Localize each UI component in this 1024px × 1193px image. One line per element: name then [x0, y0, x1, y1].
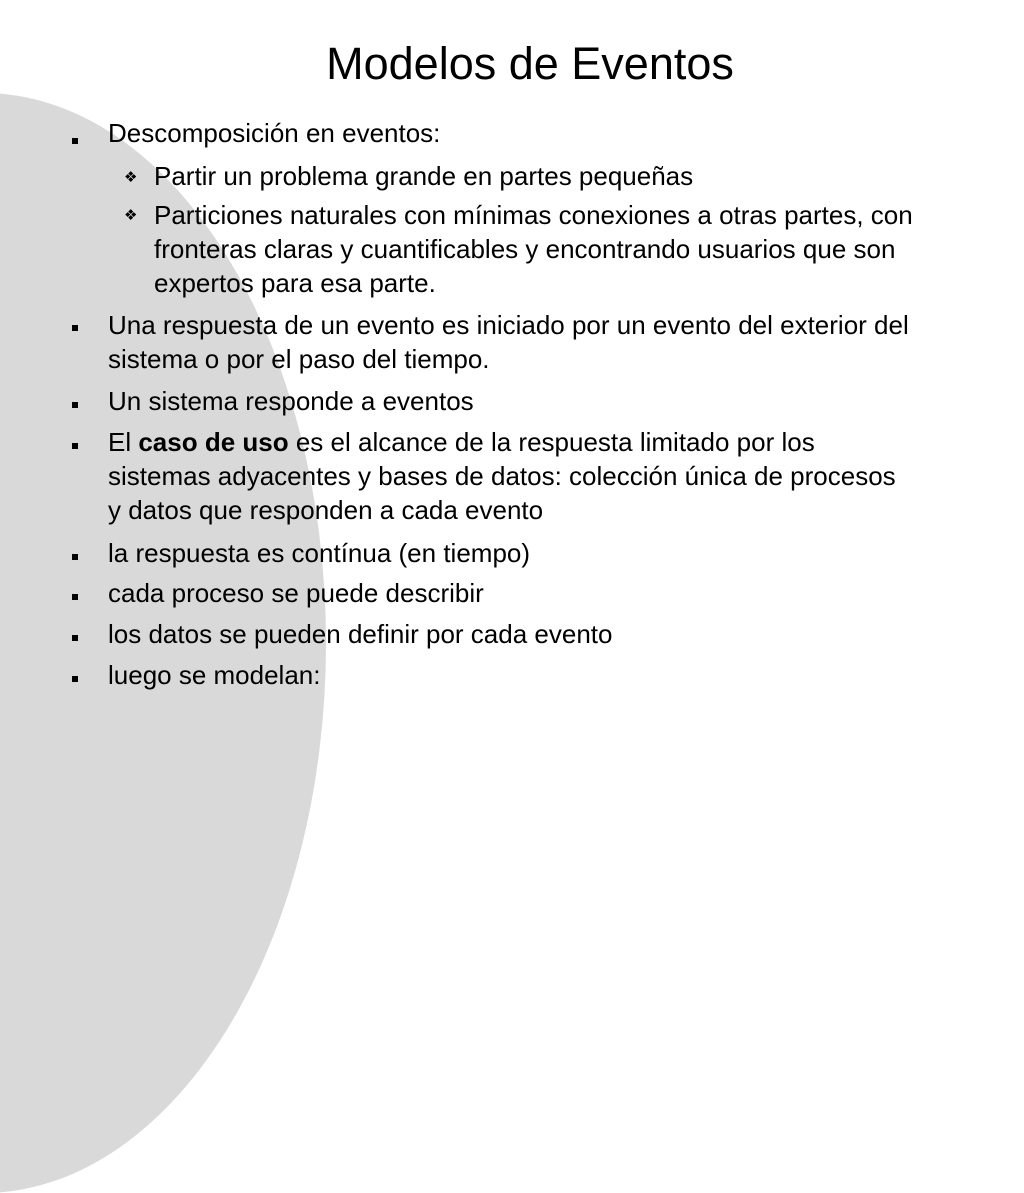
bullet-text: cada proceso se puede describir	[108, 578, 484, 608]
bullet-text-line	[108, 425, 998, 459]
bold-term: caso de uso	[138, 427, 289, 457]
sub-bullet-item	[154, 159, 1004, 193]
bullet-text: la respuesta es contínua (en tiempo)	[108, 538, 531, 568]
bullet-text: Un sistema responde a eventos	[108, 386, 474, 416]
square-bullet-icon	[72, 325, 78, 331]
slide-title: Modelos de Eventos	[326, 38, 734, 89]
bullet-text: Particiones naturales con mínimas conexiones a otras partes, con	[154, 200, 913, 230]
bullet-text: Partir un problema grande en partes pequeñas	[154, 161, 694, 191]
bullet-item	[108, 536, 998, 570]
bullet-item	[108, 425, 998, 527]
bullet-text: sistemas adyacentes y bases de datos: colección única de procesos	[108, 461, 896, 491]
bullet-item	[108, 576, 998, 610]
bullet-text: y datos que responden a cada evento	[108, 495, 544, 525]
bullet-text: Descomposición en eventos:	[108, 118, 441, 148]
bullet-item	[108, 658, 998, 692]
sub-bullet-item	[154, 198, 1004, 300]
bullet-item	[108, 116, 998, 150]
bullet-item	[108, 308, 998, 376]
bullet-text: los datos se pueden definir por cada evento	[108, 619, 613, 649]
bullet-item	[108, 384, 998, 418]
square-bullet-icon	[72, 635, 78, 641]
diamond-bullet-icon: ❖	[124, 169, 138, 186]
square-bullet-icon	[72, 676, 78, 682]
bullet-item	[108, 617, 998, 651]
bullet-text: expertos para esa parte.	[154, 268, 436, 298]
square-bullet-icon	[72, 554, 78, 560]
square-bullet-icon	[72, 402, 78, 408]
diamond-bullet-icon: ❖	[124, 207, 138, 224]
bullet-text: luego se modelan:	[108, 660, 321, 690]
bullet-text: fronteras claras y cuantificables y encontrando usuarios que son	[154, 234, 896, 264]
text-segment: es el alcance de la respuesta limitado por los	[288, 427, 815, 457]
square-bullet-icon	[72, 443, 78, 449]
text-segment: El	[108, 427, 139, 457]
bullet-text: sistema o por el paso del tiempo.	[108, 344, 490, 374]
bullet-text: Una respuesta de un evento es iniciado por un evento del exterior del	[108, 310, 909, 340]
square-bullet-icon	[72, 138, 78, 144]
square-bullet-icon	[72, 594, 78, 600]
